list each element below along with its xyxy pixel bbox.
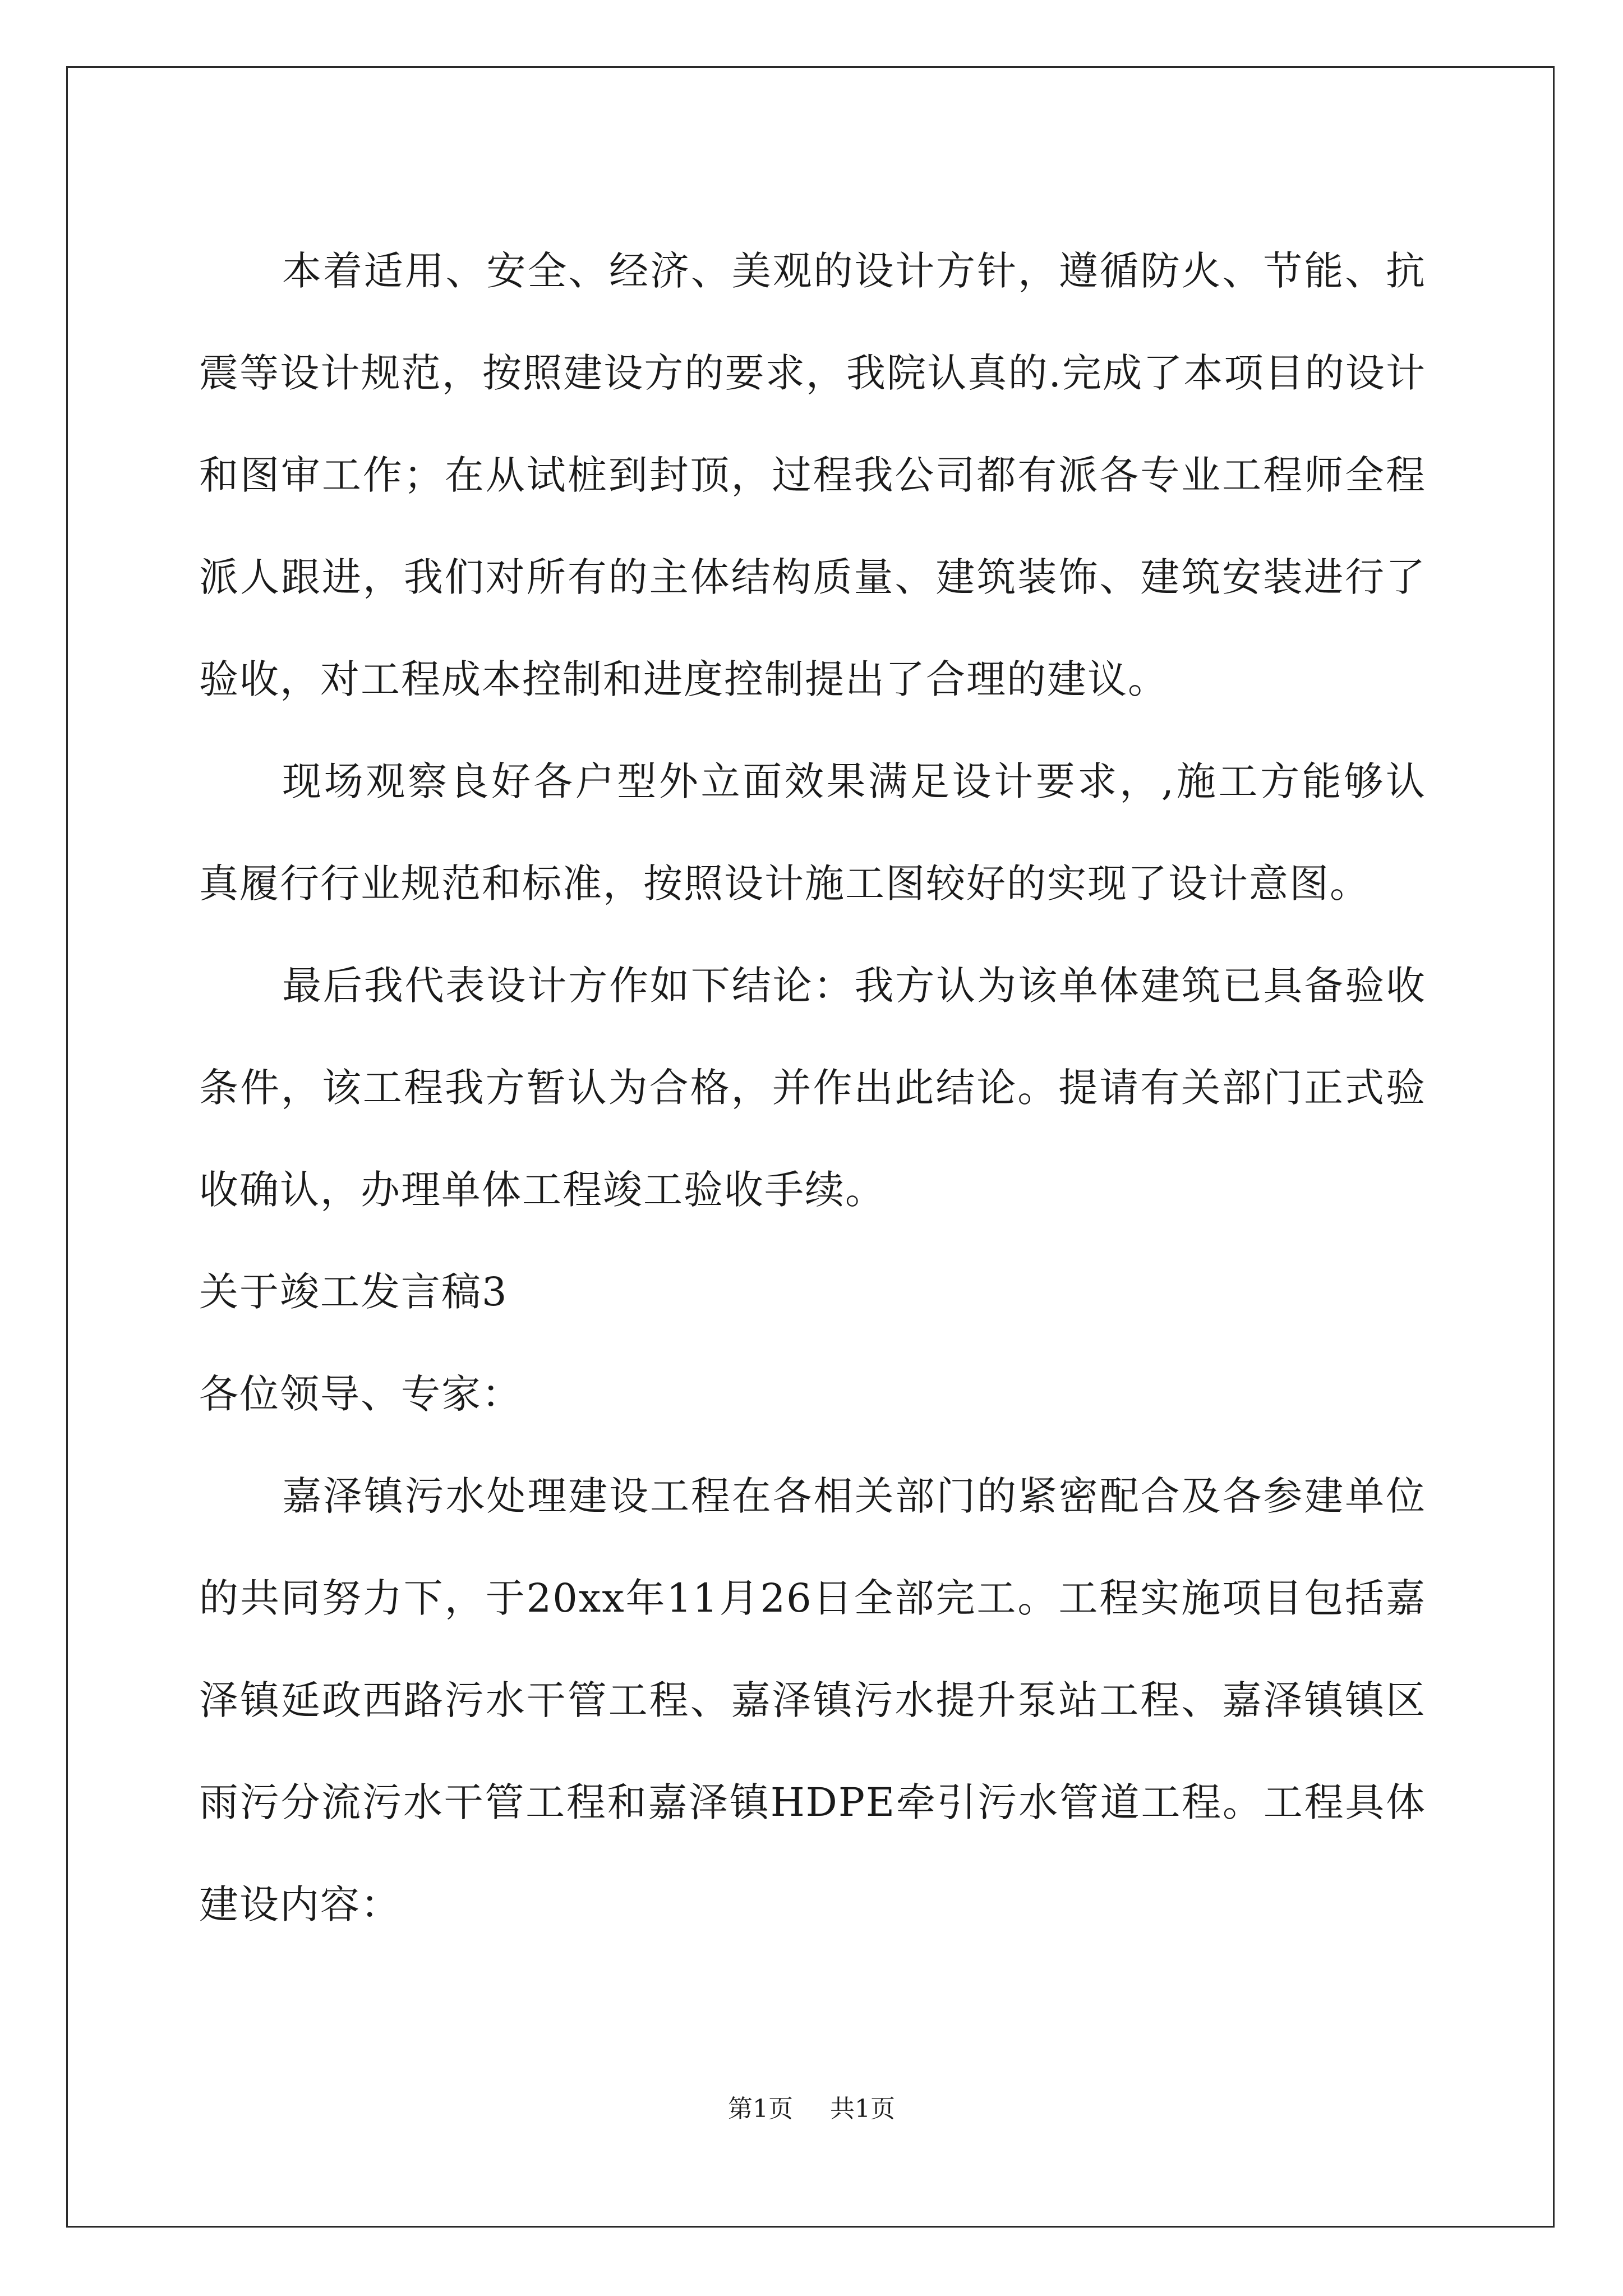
salutation: 各位领导、专家：	[199, 1371, 522, 1417]
paragraph-site-observation: 现场观察良好各户型外立面效果满足设计要求，,施工方能够认真履行行业规范和标准，按照设计施工图较好的实现了设计意图。	[199, 758, 1426, 907]
paragraph-design-summary: 本着适用、安全、经济、美观的设计方针，遵循防火、节能、抗震等设计规范，按照建设方的要求，我院认真的.完成了本项目的设计和图审工作；在从试桩到封顶，过程我公司都有派各专业工程师全程派人跟进，我们对所有的主体结构质量、建筑装饰、建筑安装进行了验收，对工程成本控制和进度控制提出了合理的建议。	[199, 248, 1426, 702]
paragraph-conclusion: 最后我代表设计方作如下结论：我方认为该单体建筑已具备验收条件，该工程我方暂认为合格，并作出此结论。提请有关部门正式验收确认，办理单体工程竣工验收手续。	[199, 963, 1426, 1213]
section-title: 关于竣工发言稿3	[199, 1269, 508, 1315]
page-footer	[0, 2092, 1623, 2126]
paragraph-project-intro: 嘉泽镇污水处理建设工程在各相关部门的紧密配合及各参建单位的共同努力下，于20xx年11月26日全部完工。工程实施项目包括嘉泽镇延政西路污水干管工程、嘉泽镇污水提升泵站工程、嘉泽镇镇区雨污分流污水干管工程和嘉泽镇HDPE牵引污水管道工程。工程具体建设内容：	[199, 1473, 1426, 1927]
page-number: 第1页	[728, 2095, 793, 2123]
document-body	[199, 220, 1426, 1955]
page-total: 共1页	[830, 2095, 895, 2123]
